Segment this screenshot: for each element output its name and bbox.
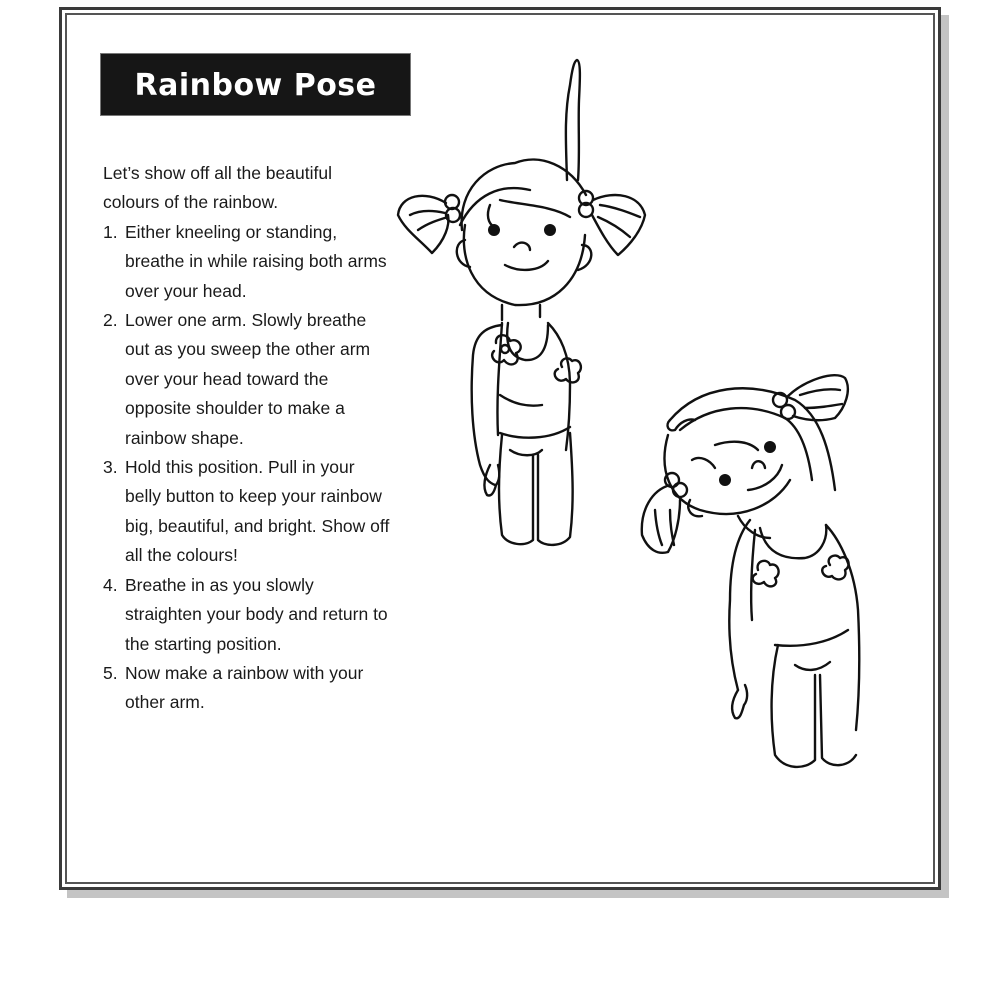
steps-list — [103, 218, 393, 718]
step-item — [103, 571, 393, 659]
step-number: 3. — [103, 457, 118, 478]
page-title: Rainbow Pose — [134, 68, 377, 103]
step-text: Lower one arm. Slowly breathe out as you sweep the other arm over your head toward the opposite shoulder to make a rainbow shape. — [125, 310, 371, 448]
step-text: Breathe in as you slowly straighten your body and return to the starting position. — [125, 574, 388, 654]
intro-text: Let’s show off all the beautiful colours of the rainbow. — [103, 163, 332, 213]
step-number: 4. — [103, 574, 118, 595]
step-item — [103, 453, 393, 571]
instructions — [103, 159, 393, 718]
step-text: Hold this position. Pull in your belly button to keep your rainbow big, beautiful, and bright. Show off all the colours! — [125, 457, 390, 566]
step-item — [103, 659, 393, 718]
girl-side-bend-illustration — [630, 360, 900, 780]
step-text: Now make a rainbow with your other arm. — [125, 662, 364, 713]
step-text: Either kneeling or standing, breathe in while raising both arms over your head. — [125, 221, 387, 301]
step-item — [103, 218, 393, 306]
girl-arm-raised-illustration — [390, 55, 660, 555]
title-banner — [100, 53, 411, 116]
step-number: 5. — [103, 662, 118, 683]
step-number: 1. — [103, 221, 118, 242]
step-number: 2. — [103, 310, 118, 331]
step-item — [103, 306, 393, 453]
